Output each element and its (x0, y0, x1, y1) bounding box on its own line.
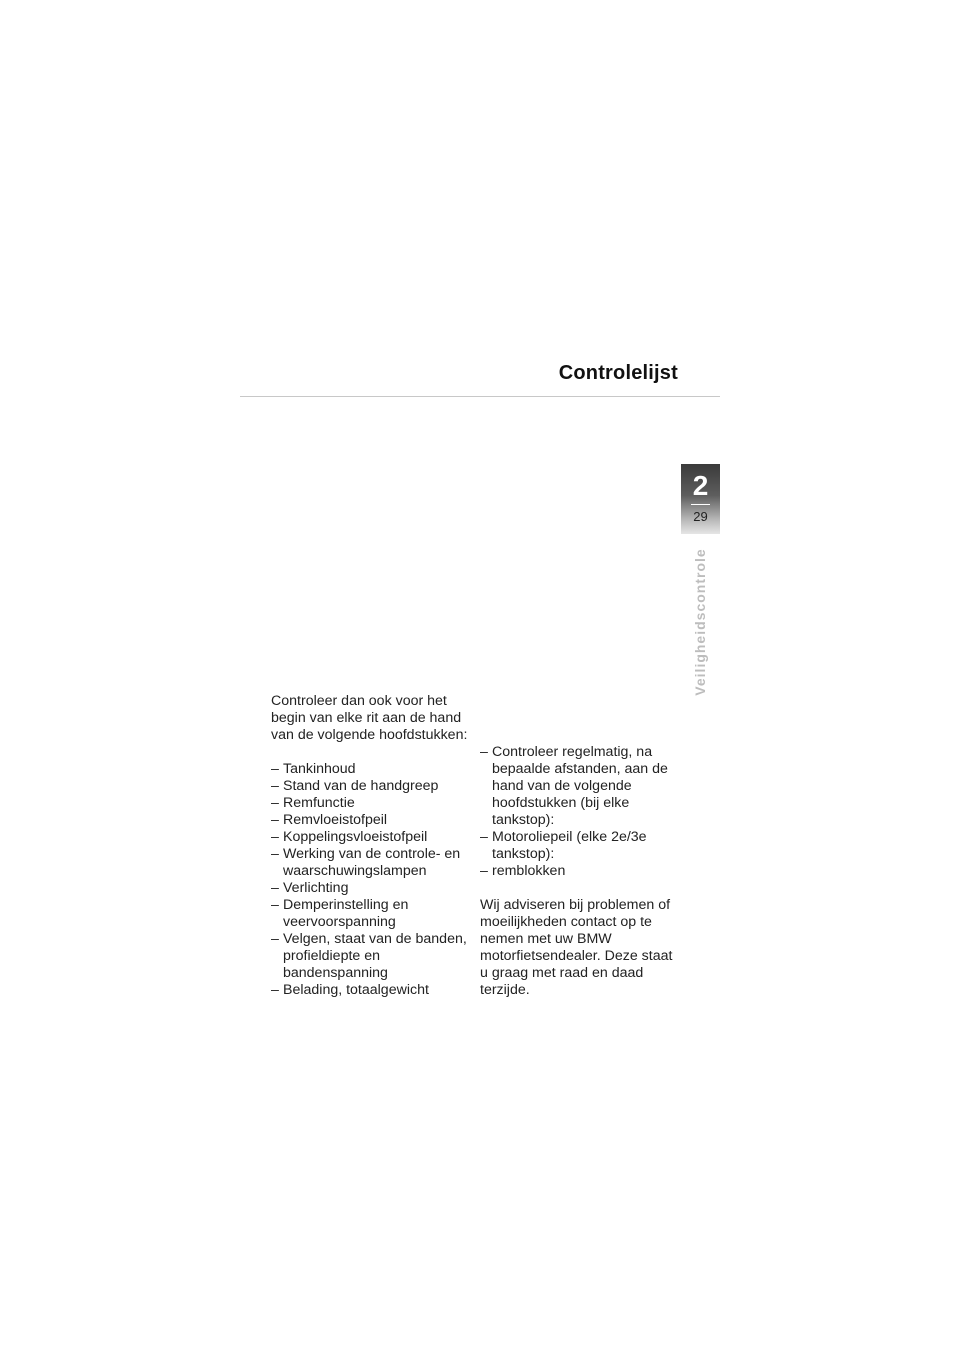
list-item: – Verlichting (271, 880, 349, 896)
header-divider (240, 396, 720, 397)
list-item: – Velgen, staat van de banden, profieldiepte en bandenspanning (271, 931, 467, 981)
list-item: – Stand van de handgreep (271, 778, 439, 794)
page-title: Controlelijst (558, 362, 678, 384)
right-column (480, 744, 680, 999)
list-item: – Tankinhoud (271, 761, 356, 777)
daily-check-list (271, 761, 471, 999)
list-item: – Belading, totaalgewicht (271, 982, 429, 998)
list-item: – Controleer regelmatig, na bepaalde afstanden, aan de hand van de volgende hoofdstukken (bij elke tankstop): (480, 744, 668, 828)
list-item: – Motoroliepeil (elke 2e/3e tankstop): (480, 829, 647, 862)
list-item: – Remvloeistofpeil (271, 812, 388, 828)
chapter-tab (681, 464, 720, 534)
list-item: – Demperinstelling en veervoorspanning (271, 897, 409, 930)
closing-paragraph: Wij adviseren bij problemen of moeilijkheden contact op te nemen met uw BMW motorfietsendealer. Deze staat u graag met raad en daad terzijde. (480, 897, 673, 998)
list-item: – remblokken (480, 863, 566, 879)
left-column (271, 693, 471, 999)
intro-paragraph: Controleer dan ook voor het begin van elke rit aan de hand van de volgende hoofdstukken: (271, 693, 468, 743)
list-item: – Remfunctie (271, 795, 355, 811)
chapter-number: 2 (692, 470, 709, 501)
list-item: – Koppelingsvloeistofpeil (271, 829, 428, 845)
chapter-divider (691, 504, 710, 505)
list-item: – Werking van de controle- en waarschuwingslampen (271, 846, 461, 879)
page-number: 29 (693, 509, 708, 524)
section-label: Veiligheidscontrole (692, 548, 708, 696)
periodic-check-list (480, 744, 680, 880)
